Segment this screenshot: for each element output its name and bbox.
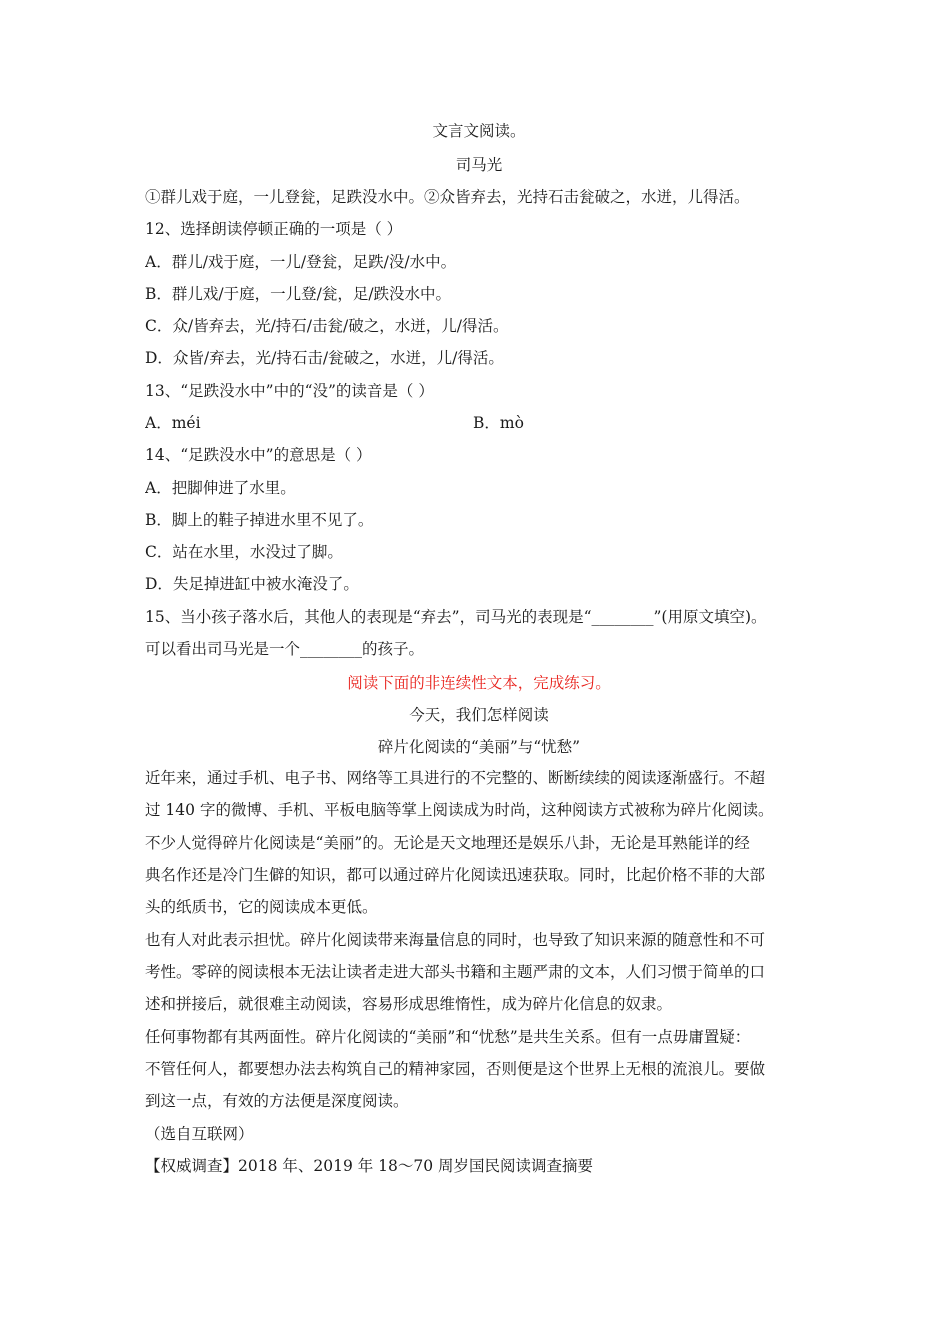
question-14-option-b: B．脚上的鞋子掉进水里不见了。 — [145, 511, 374, 529]
section-2-instruction: 阅读下面的非连续性文本，完成练习。 — [347, 674, 611, 692]
classical-passage: ①群儿戏于庭，一儿登瓮，足跌没水中。②众皆弃去，光持石击瓮破之，水迸，儿得活。 — [145, 188, 750, 206]
article-source: （选自互联网） — [145, 1125, 254, 1143]
article-line: 任何事物都有其两面性。碎片化阅读的“美丽”和“忧愁”是共生关系。但有一点毋庸置疑： — [145, 1028, 751, 1046]
article-line: 典名作还是冷门生僻的知识，都可以通过碎片化阅读迅速获取。同时，比起价格不菲的大部 — [145, 866, 766, 884]
section-2-subtitle: 碎片化阅读的“美丽”与“忧愁” — [377, 738, 581, 756]
article-line: 也有人对此表示担忧。碎片化阅读带来海量信息的同时，也导致了知识来源的随意性和不可 — [145, 931, 766, 949]
question-12-option-b: B．群儿戏/于庭，一儿登/瓮，足/跌没水中。 — [145, 285, 452, 303]
question-12-option-d: D．众皆/弃去，光/持石击/瓮破之，水迸，儿/得活。 — [145, 349, 504, 367]
survey-title: 【权威调查】2018 年、2019 年 18～70 周岁国民阅读调查摘要 — [145, 1157, 594, 1175]
question-14-option-c: C．站在水里，水没过了脚。 — [145, 543, 343, 561]
section-2-title: 今天，我们怎样阅读 — [409, 706, 549, 724]
article-line: 不少人觉得碎片化阅读是“美丽”的。无论是天文地理还是娱乐八卦，无论是耳熟能详的经 — [145, 834, 750, 852]
article-line: 述和拼接后，就很难主动阅读，容易形成思维惰性，成为碎片化信息的奴隶。 — [145, 995, 673, 1013]
article-line: 到这一点，有效的方法便是深度阅读。 — [145, 1092, 409, 1110]
section-title-classical-chinese: 文言文阅读。 — [432, 122, 526, 140]
question-12-option-a: A．群儿/戏于庭，一儿/登瓮，足跌/没/水中。 — [145, 253, 457, 271]
article-line: 过 140 字的微博、手机、平板电脑等掌上阅读成为时尚，这种阅读方式被称为碎片化阅读。 — [145, 801, 774, 819]
question-14-option-d: D．失足掉进缸中被水淹没了。 — [145, 575, 359, 593]
article-line: 考性。零碎的阅读根本无法让读者走进大部头书籍和主题严肃的文本，人们习惯于简单的口 — [145, 963, 766, 981]
article-line: 近年来，通过手机、电子书、网络等工具进行的不完整的、断断续续的阅读逐渐盛行。不超 — [145, 769, 766, 787]
question-12-stem: 12、选择朗读停顿正确的一项是（ ） — [145, 220, 403, 238]
passage-title-sima-guang: 司马光 — [455, 156, 503, 174]
question-12-option-c: C．众/皆弃去，光/持石/击瓮/破之，水迸，儿/得活。 — [145, 317, 509, 335]
question-15-line-1: 15、当小孩子落水后，其他人的表现是“弃去”，司马光的表现是“________”(用原文填空)。 — [145, 608, 767, 626]
question-14-stem: 14、“足跌没水中”的意思是（ ） — [145, 446, 372, 464]
question-13-option-a: A．méi — [145, 414, 201, 432]
question-13-stem: 13、“足跌没水中”中的“没”的读音是（ ） — [145, 382, 434, 400]
question-13-option-b: B．mò — [473, 414, 524, 432]
article-line: 不管任何人，都要想办法去构筑自己的精神家园，否则便是这个世界上无根的流浪儿。要做 — [145, 1060, 766, 1078]
question-15-line-2: 可以看出司马光是一个________的孩子。 — [145, 640, 425, 658]
question-14-option-a: A．把脚伸进了水里。 — [145, 479, 296, 497]
article-line: 头的纸质书，它的阅读成本更低。 — [145, 898, 378, 916]
